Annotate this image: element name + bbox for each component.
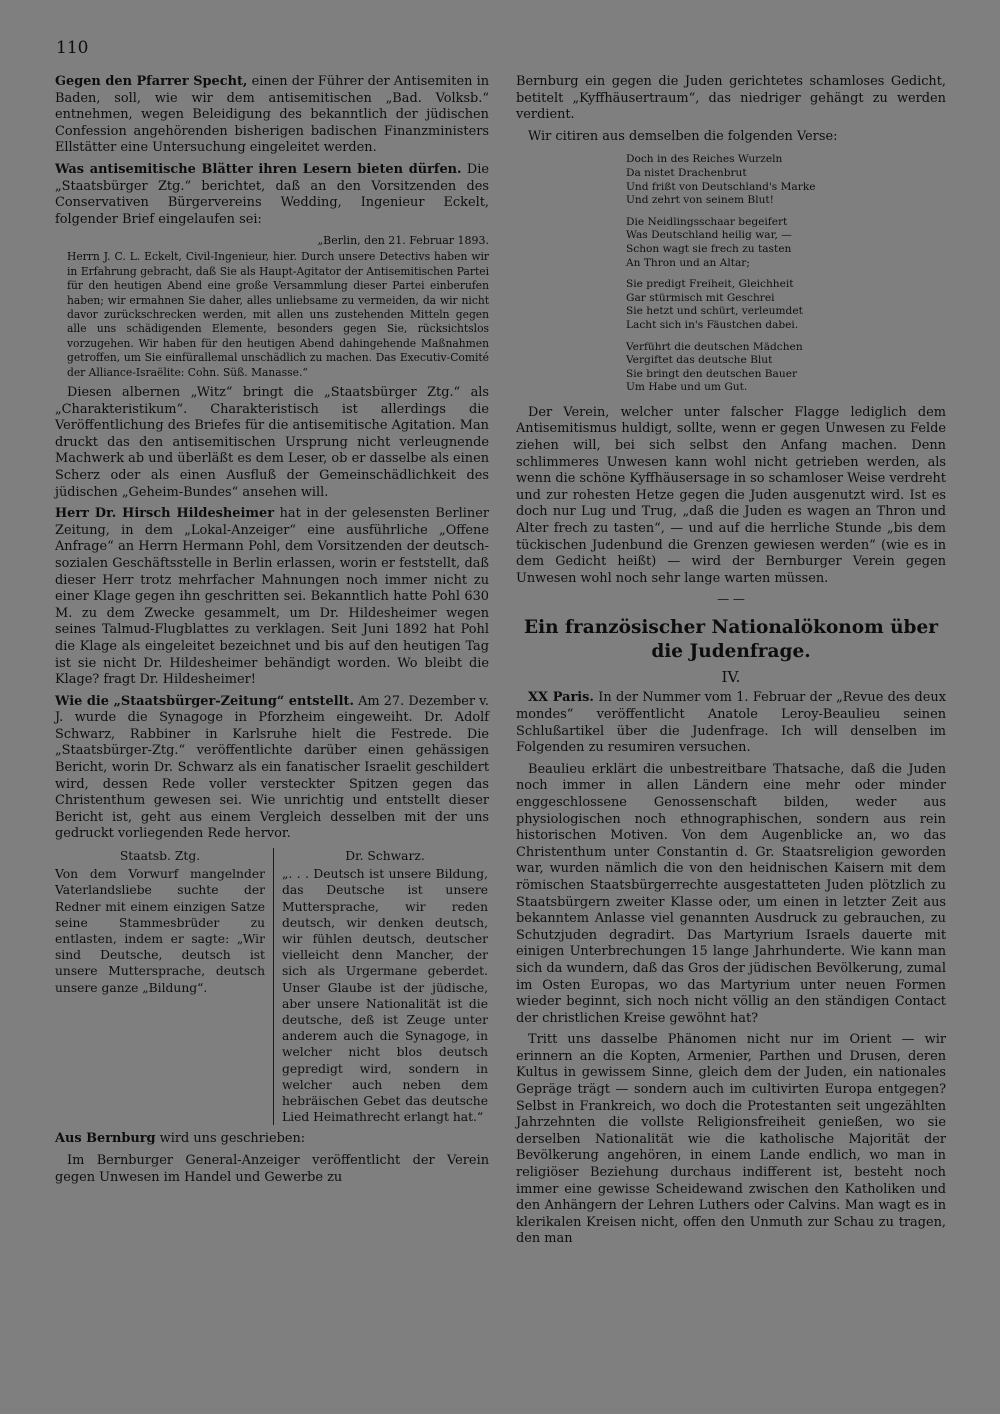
- headline-specht: Gegen den Pfarrer Specht,: [55, 74, 248, 89]
- article-part-number: IV.: [721, 668, 741, 687]
- poem-line: Da nistet Drachenbrut: [626, 166, 747, 179]
- poem-stanza: [626, 341, 946, 395]
- headline-staatsbuerger: Wie die „Staatsbürger-Zeitung“ entstellt.: [55, 693, 354, 709]
- text-bernburg-intro: wird uns geschrieben:: [155, 1131, 306, 1147]
- bernburg-continued: Bernburg ein gegen die Juden gerichtetes schamloses Gedicht, betitelt „Kyffhäusertraum“, das niedriger gehängt zu werden verdient.: [516, 74, 946, 123]
- poem-line: Vergiftet das deutsche Blut: [626, 354, 773, 367]
- article-title: Ein französischer Nationalökonom über die Judenfrage.: [523, 617, 939, 663]
- poem-stanza: [626, 153, 946, 207]
- dateline-paris: XX Paris.: [528, 690, 594, 706]
- comparison-right-heading: Dr. Schwarz.: [345, 849, 425, 864]
- comparison-left-text: Von dem Vorwurf mangelnder Vaterlandsliebe suchte der Redner mit einem einzigen Satze seine Stammesbrüder zu entlasten, indem er sagte: „Wir sind Deutsche, deutsch ist unsere Muttersprache, deutsch unsere ganze „Bildung“.: [55, 867, 265, 995]
- beaulieu-paragraph: Beaulieu erklärt die unbestreitbare Thatsache, daß die Juden noch immer in allen Ländern eine mehr oder minder enggeschlossene Genossenschaft bilden, weder aus physiologischen noch ethnographischen, sondern aus rein historischen Motiven. Von dem Augenblicke an, wo das Christenthum unter Constantin d. Gr. Staatsreligion geworden war, wurden nämlich die von den heidnischen Kaisern mit dem römischen Staatsbürgerrechte ausgestatteten Juden plötzlich zu Staatsbürgern zweiter Klasse oder, um einen in letzter Zeit aus bekanntem Anlasse viel genannten Ausdruck zu gebrauchen, zu Schutzjuden degradirt. Das Martyrium Israels dauerte mit einigen Unterbrechungen 15 lange Jahrhunderte. Wie kann man sich da wundern, daß das Gros der jüdischen Bevölkerung, zumal im Osten Europas, wo das Martyrium unter neuen Formen wieder beginnt, sich noch nicht völlig an den ständigen Contact der christlichen Kreise gewöhnt hat?: [516, 761, 946, 1026]
- phenomenon-paragraph: Tritt uns dasselbe Phänomen nicht nur im Orient — wir erinnern an die Kopten, Armenier, Parthen und Drusen, deren Kultus in gewissem Sinne, gleich dem der Juden, ein nationales Gepräge trägt — sondern auch im cultivirten Europa entgegen? Selbst in Frankreich, wo doch die Protestanten seit ungezählten Jahrzehnten die vollste Religionsfreiheit genießen, wo sie derselben Nationalität wie die katholische Majorität der Bevölkerung angehören, in einem Lande endlich, wo man in religiöser Beziehung durchaus indifferent ist, besteht noch immer eine gewisse Scheidewand zwischen den Katholiken und den Anhängern der Lehren Luthers oder Calvins. Man wagt es in klerikalen Kreisen nicht, offen den Unmuth zur Schau zu tragen, den man: [516, 1032, 946, 1247]
- poem-line: An Thron und an Altar;: [626, 256, 750, 269]
- poem-line: Um Habe und um Gut.: [626, 381, 748, 394]
- poem-line: Schon wagt sie frech zu tasten: [626, 242, 792, 255]
- poem-line: Was Deutschland heilig war, —: [626, 229, 792, 242]
- left-column: [55, 74, 489, 1191]
- section-separator: — —: [717, 592, 745, 607]
- poem-line: Und frißt von Deutschland's Marke: [626, 180, 816, 193]
- right-column: [516, 74, 946, 1253]
- letter-dateline: „Berlin, den 21. Februar 1893.: [317, 234, 489, 248]
- poem-line: Sie predigt Freiheit, Gleichheit: [626, 278, 794, 291]
- headline-hildesheimer: Herr Dr. Hirsch Hildesheimer: [55, 506, 275, 522]
- poem: [626, 153, 946, 395]
- poem-line: Doch in des Reiches Wurzeln: [626, 153, 783, 166]
- text-staatsbuerger: Am 27. Dezember v. J. wurde die Synagoge in Pforzheim eingeweiht. Dr. Adolf Schwarz, Rabbiner in Karlsruhe hielt die Festrede. Die „Staatsbürger-Ztg.“ veröffentlichte darüber einen gehässigen Bericht, worin Dr. Schwarz als ein fanatischer Israelit geschildert wird, dessen Rede voller versteckter Spitzen gegen das Christenthum gewesen sei. Wie unrichtig und entstellt dieser Bericht ist, geht aus einem Vergleich desselben mit der uns gedruckt vorliegenden Rede hervor.: [55, 693, 489, 842]
- comparison-left-heading: Staatsb. Ztg.: [119, 849, 201, 864]
- headline-antisemitic-papers: Was antisemitische Blätter ihren Lesern bieten dürfen.: [55, 161, 462, 177]
- comparison-left: [55, 848, 274, 1125]
- text-paris-intro: In der Nummer vom 1. Februar der „Revue des deux mondes“ veröffentlicht Anatole Leroy-Beaulieu seinen Schlußartikel über die Judenfrage. Ich will denselben im Folgenden zu resumiren versuchen.: [516, 690, 946, 756]
- comparison-right: [280, 848, 488, 1125]
- text-hildesheimer: hat in der gelesensten Berliner Zeitung, in dem „Lokal-Anzeiger“ eine ausführliche „Offene Anfrage“ an Herrn Hermann Pohl, dem Vorsitzenden der deutsch-sozialen Geschäftsstelle in Berlin erlassen, worin er feststellt, daß dieser Herr trotz mehrfacher Mahnungen noch immer nicht zu einer Klage gegen ihn geschritten sei. Bekanntlich hatte Pohl 630 M. zu dem Zwecke gesammelt, um Dr. Hildesheimer wegen seines Talmud-Flugblattes zu verklagen. Seit Juni 1892 hat Pohl die Klage als eingeleitet bezeichnet und bis auf den heutigen Tag ist sie nicht Dr. Hildesheimer behändigt worden. Wo bleibt die Klage? fragt Dr. Hildesheimer!: [55, 506, 489, 688]
- poem-line: Die Neidlingsschaar begeifert: [626, 215, 788, 228]
- headline-bernburg: Aus Bernburg: [55, 1131, 156, 1147]
- poem-line: Sie hetzt und schürt, verleumdet: [626, 305, 803, 318]
- article-specht: [55, 74, 489, 157]
- poem-stanza: [626, 216, 946, 270]
- verein-paragraph: Der Verein, welcher unter falscher Flagge lediglich dem Antisemitismus huldigt, sollte, wenn er gegen Unwesen zu Felde ziehen will, bei sich selbst den Anfang machen. Denn schlimmeres Unwesen kann wohl nicht getrieben werden, als wenn die schöne Kyffhäusersage in so schamloser Weise verdreht und zur rohesten Hetze gegen die Juden ausgenutzt wird. Ist es doch nur Lug und Trug, „daß die Juden es wagen an Thron und Alter frech zu tasten“, — und auf die herrliche Stunde „bis dem tückischen Judenbund die Grenzen gewiesen werden“ (wie es in dem Gedicht heißt) — wird der Bernburger Verein gegen Unwesen wohl noch sehr lange warten müssen.: [516, 404, 946, 586]
- poem-stanza: [626, 278, 946, 332]
- verse-intro: Wir citiren aus demselben die folgenden Verse:: [528, 128, 838, 144]
- text-specht: einen der Führer der Antisemiten in Baden, soll, wie wir dem antisemitischen „Bad. Volksb.“ entnehmen, wegen Beleidigung des bekanntlich der jüdischen Confession angehörenden bisherigen badischen Finanzministers Ellstätter eine Untersuchung eingeleitet werden.: [55, 74, 489, 156]
- article-hildesheimer: [55, 506, 489, 689]
- comparison-table: [55, 848, 489, 1125]
- article-antisemitic-papers: [55, 162, 489, 228]
- poem-line: Sie bringt den deutschen Bauer: [626, 367, 798, 380]
- article-staatsbuerger: [55, 694, 489, 843]
- text-antisemitic-papers: Die „Staatsbürger Ztg.“ berichtet, daß an den Vorsitzenden des Conservativen Bürgervereins Wedding, Ingenieur Eckelt, folgender Brief eingelaufen sei:: [55, 161, 489, 227]
- letter-text: Herrn J. C. L. Eckelt, Civil-Ingenieur, hier. Durch unsere Detectivs haben wir in Erfahrung gebracht, daß Sie als Haupt-Agitator der Antisemitischen Partei für den heutigen Abend eine große Versammlung dieser Partei einberufen haben; wir ermahnen Sie daher, alles unliebsame zu vermeiden, da wir nicht davor zurückschrecken werden, mit allen uns zustehenden Mitteln gegen alle uns schädigenden Elemente, besonders gegen Sie, rücksichtslos vorzugehen. Wir haben für den heutigen Abend dahingehende Maßnahmen getroffen, um Sie einfürallemal unschädlich zu machen. Das Executiv-Comité der Alliance-Israëlite: Cohn. Süß. Manasse.“: [67, 250, 489, 379]
- commentary-paragraph: Diesen albernen „Witz“ bringt die „Staatsbürger Ztg.“ als „Charakteristikum“. Charakteristisch ist allerdings die Veröffentlichung des Briefes für die antisemitische Agitation. Man druckt das den antisemitischen Ursprung nicht verleugnende Machwerk ab und überläßt es dem Leser, ob er dasselbe als einen Scherz oder als einen Ausfluß der Gemeinschädlichkeit des jüdischen „Geheim-Bundes“ ansehen will.: [55, 385, 489, 500]
- bernburg-paragraph: Im Bernburger General-Anzeiger veröffentlicht der Verein gegen Unwesen im Handel und Gewerbe zu: [55, 1153, 489, 1185]
- paris-intro: [516, 690, 946, 756]
- poem-line: Gar stürmisch mit Geschrei: [626, 291, 775, 304]
- poem-line: Und zehrt von seinem Blut!: [626, 194, 774, 207]
- poem-line: Verführt die deutschen Mädchen: [626, 340, 803, 353]
- comparison-right-text: „. . . Deutsch ist unsere Bildung, das Deutsche ist unsere Muttersprache, wir reden deutsch, wir denken deutsch, wir fühlen deutsch, deutscher vielleicht denn Mancher, der sich als Urgermane geberdet. Unser Glaube ist der jüdische, aber unsere Nationalität ist die deutsche, deß ist Zeuge unter anderem auch die Synagoge, in welcher nicht blos deutsch gepredigt wird, sondern in welcher auch neben dem hebräischen Gebet das deutsche Lied Heimathrecht erlangt hat.“: [282, 867, 488, 1125]
- article-bernburg: [55, 1131, 489, 1148]
- poem-line: Lacht sich in's Fäustchen dabei.: [626, 318, 799, 331]
- page-number: 110: [56, 38, 89, 58]
